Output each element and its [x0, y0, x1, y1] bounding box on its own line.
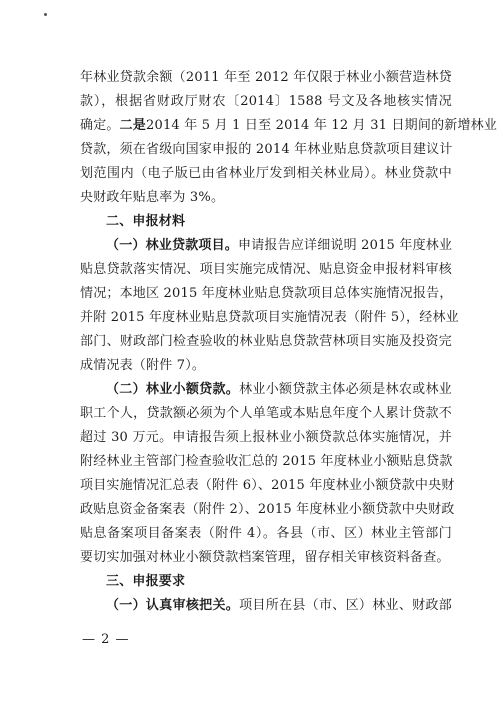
paragraph-line: 情况；本地区 2015 年度林业贴息贷款项目总体实施情况报告，: [80, 286, 453, 301]
paragraph-line: 部门、财政部门检查验收的林业贴息贷款营林项目实施及投资完: [80, 334, 452, 349]
paragraph-line: 要切实加强对林业小额贷款档案管理，留存相关审核资料备查。: [80, 550, 450, 565]
paragraph-line: [80, 594, 452, 618]
paragraph-line: 成情况表（附件 7）。: [80, 358, 206, 373]
document-body: [80, 66, 498, 618]
paragraph-line: 政贴息资金备案表（附件 2）、2015 年度林业小额贷款中央财政: [80, 502, 455, 517]
paragraph-line: 年林业贷款余额（2011 年至 2012 年仅限于林业小额营造林贷: [80, 70, 452, 85]
scan-dot-mark: [44, 13, 47, 16]
paragraph-line: [80, 378, 452, 402]
paragraph-line: 职工个人，贷款额必须为个人单笔或本贴息年度个人累计贷款不: [80, 406, 452, 421]
paragraph-text: 确定。: [80, 118, 120, 133]
paragraph-line: [80, 234, 452, 258]
paragraph-text: 林业小额贷款主体必须是林农或林业: [239, 382, 452, 397]
section-heading-requirements: 三、申报要求: [106, 574, 186, 589]
paragraph-line: 贷款，须在省级向国家申报的 2014 年林业贴息贷款项目建议计: [80, 142, 453, 157]
paragraph-line: 并附 2015 年度林业贴息贷款项目实施情况表（附件 5），经林业: [80, 310, 459, 325]
paragraph-line: 项目实施情况汇总表（附件 6）、2015 年度林业小额贷款中央财: [80, 478, 455, 493]
paragraph-line: 贴息备案项目备案表（附件 4）。各县（市、区）林业主管部门: [80, 526, 452, 541]
paragraph-text: 2014 年 5 月 1 日至 2014 年 12 月 31 日期间的新增林业: [146, 118, 498, 133]
paragraph-line: [80, 114, 498, 138]
section-heading-materials: 二、申报材料: [106, 214, 186, 229]
paragraph-text: 项目所在县（市、区）林业、财政部: [239, 598, 452, 613]
point-two-label: 二是: [119, 118, 147, 133]
paragraph-line: 附经林业主管部门检查验收汇总的 2015 年度林业小额贴息贷款: [80, 454, 453, 469]
paragraph-line: 划范围内（电子版已由省林业厅发到相关林业局）。林业贷款中: [80, 166, 452, 181]
page-number: — 2 —: [82, 632, 130, 647]
paragraph-line: 央财政年贴息率为 3%。: [80, 190, 225, 205]
subsection-title-forestry-loan: （一）林业贷款项目。: [106, 238, 239, 253]
paragraph-text: 申请报告应详细说明 2015 年度林业: [238, 238, 453, 253]
paragraph-line: 贴息贷款落实情况、项目实施完成情况、贴息资金申报材料审核: [80, 262, 452, 277]
subsection-title-small-loan: （二）林业小额贷款。: [106, 382, 240, 397]
paragraph-line: 款），根据省财政厅财农〔2014〕1588 号文及各地核实情况: [80, 94, 452, 109]
subsection-title-review: （一）认真审核把关。: [106, 598, 240, 613]
paragraph-line: 超过 30 万元。申请报告须上报林业小额贷款总体实施情况，并: [80, 430, 452, 445]
